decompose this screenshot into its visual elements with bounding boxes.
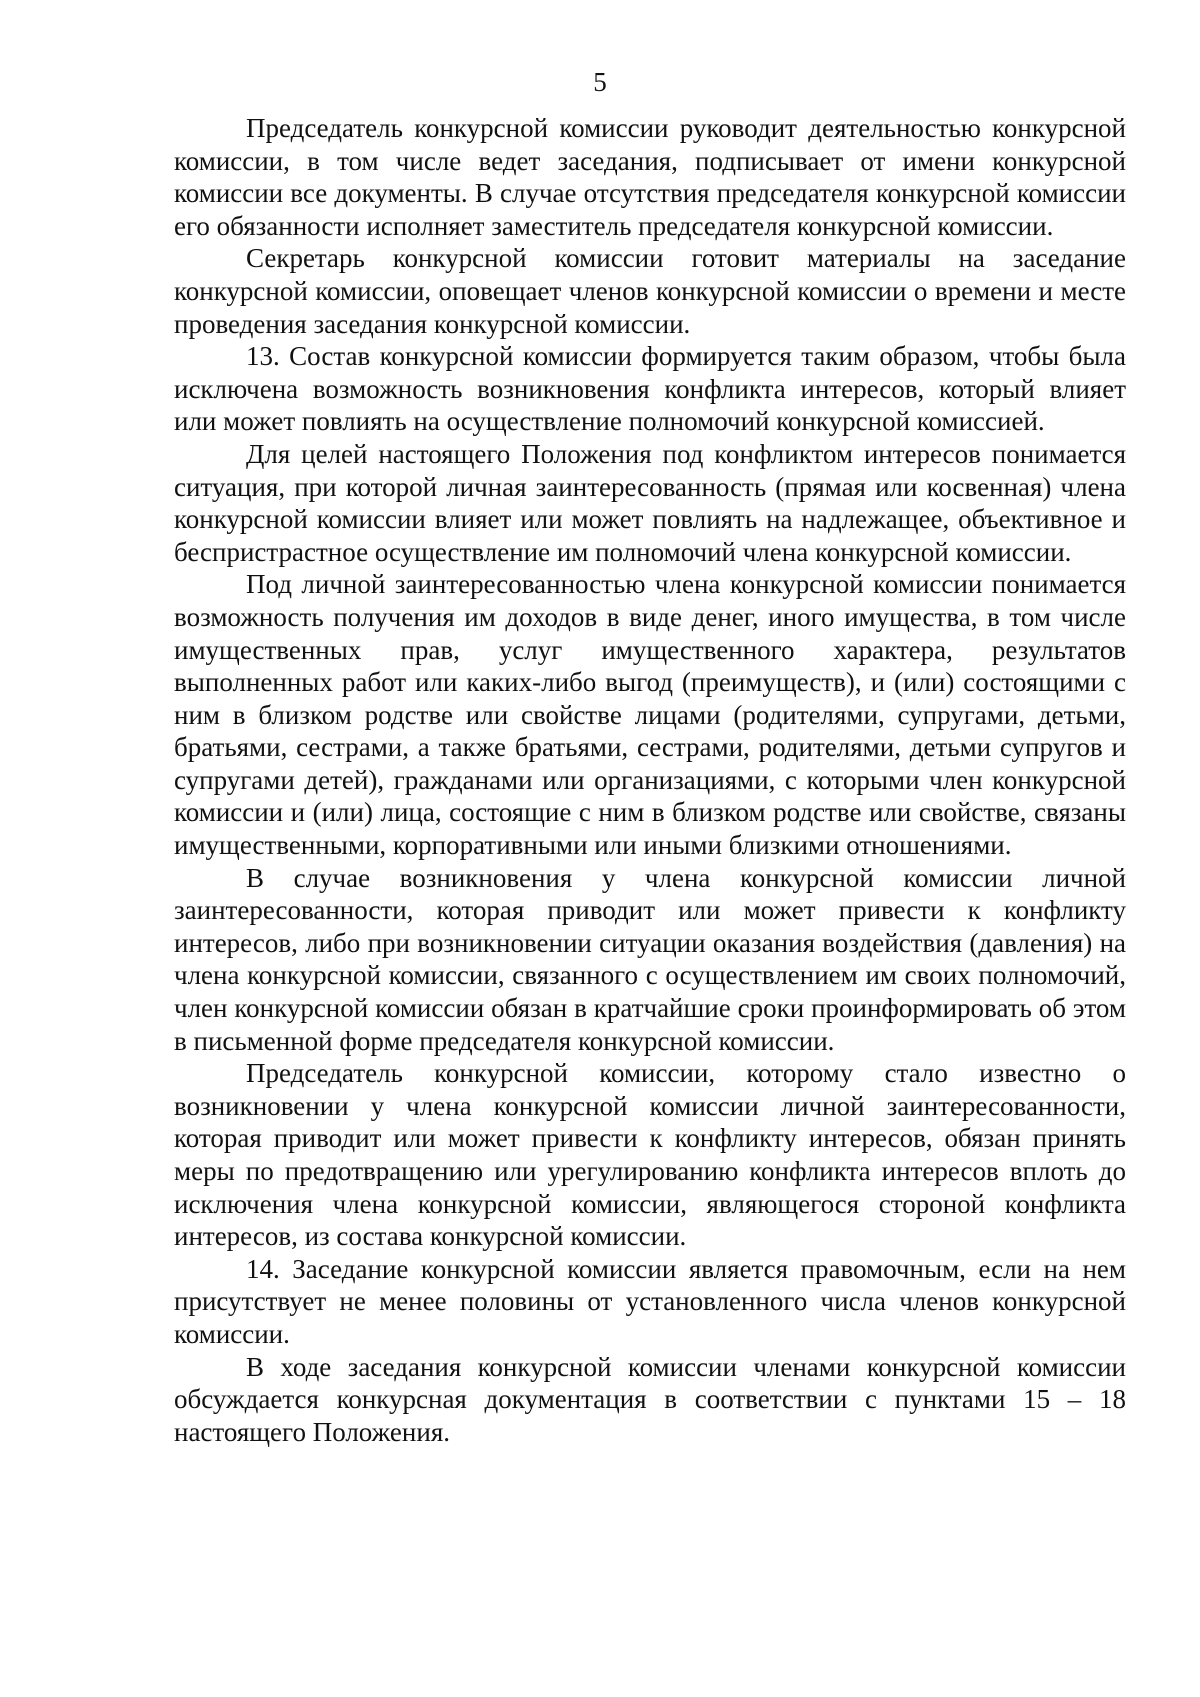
paragraph-conflict-definition: Для целей настоящего Положения под конфликтом интересов понимается ситуация, при которой личная заинтересованность (прямая или косвенная) члена конкурсной комиссии влияет или может повлиять на надлежащее, объективное и беспристрастное осуществление им полномочий члена конкурсной комиссии.: [174, 438, 1126, 567]
paragraph-member-obligation: В случае возникновения у члена конкурсной комиссии личной заинтересованности, которая приводит или может привести к конфликту интересов, либо при возникновении ситуации оказания воздействия (давления) на члена конкурсной комиссии, связанного с осуществлением им своих полномочий, член конкурсной комиссии обязан в кратчайшие сроки проинформировать об этом в письменной форме председателя конкурсной комиссии.: [174, 862, 1126, 1056]
paragraph-chairman-measures: Председатель конкурсной комиссии, которому стало известно о возникновении у члена конкурсной комиссии личной заинтересованности, которая приводит или может привести к конфликту интересов, обязан принять меры по предотвращению или урегулированию конфликта интересов вплоть до исключения члена конкурсной комиссии, являющегося стороной конфликта интересов, из состава конкурсной комиссии.: [174, 1058, 1126, 1252]
page-number: 5: [593, 67, 607, 97]
paragraph-meeting-discussion: В ходе заседания конкурсной комиссии членами конкурсной комиссии обсуждается конкурсная документация в соответствии с пунктами 15 – 18 настоящего Положения.: [174, 1351, 1126, 1447]
paragraph-secretary-duties: Секретарь конкурсной комиссии готовит материалы на заседание конкурсной комиссии, оповещает членов конкурсной комиссии о времени и месте проведения заседания конкурсной комиссии.: [174, 243, 1126, 339]
paragraph-personal-interest: Под личной заинтересованностью члена конкурсной комиссии понимается возможность получения им доходов в виде денег, иного имущества, в том числе имущественных прав, услуг имущественного характера, результатов выполненных работ или каких-либо выгод (преимуществ), и (или) состоящими с ним в близком родстве или свойстве лицами (родителями, супругами, детьми, братьями, сестрами, а также братьями, сестрами, родителями, детьми супругов и супругами детей), гражданами или организациями, с которыми член конкурсной комиссии и (или) лица, состоящие с ним в близком родстве или свойстве, связаны имущественными, корпоративными или иными близкими отношениями.: [174, 569, 1126, 861]
paragraph-14-quorum: 14. Заседание конкурсной комиссии является правомочным, если на нем присутствует не менее половины от установленного числа членов конкурсной комиссии.: [174, 1253, 1126, 1349]
paragraph-chairman-duties: Председатель конкурсной комиссии руководит деятельностью конкурсной комиссии, в том числе ведет заседания, подписывает от имени конкурсной комиссии все документы. В случае отсутствия председателя конкурсной комиссии его обязанности исполняет заместитель председателя конкурсной комиссии.: [174, 113, 1126, 241]
paragraph-13-composition: 13. Состав конкурсной комиссии формируется таким образом, чтобы была исключена возможность возникновения конфликта интересов, который влияет или может повлиять на осуществление полномочий конкурсной комиссией.: [174, 341, 1126, 437]
document-body: [174, 112, 1126, 1448]
